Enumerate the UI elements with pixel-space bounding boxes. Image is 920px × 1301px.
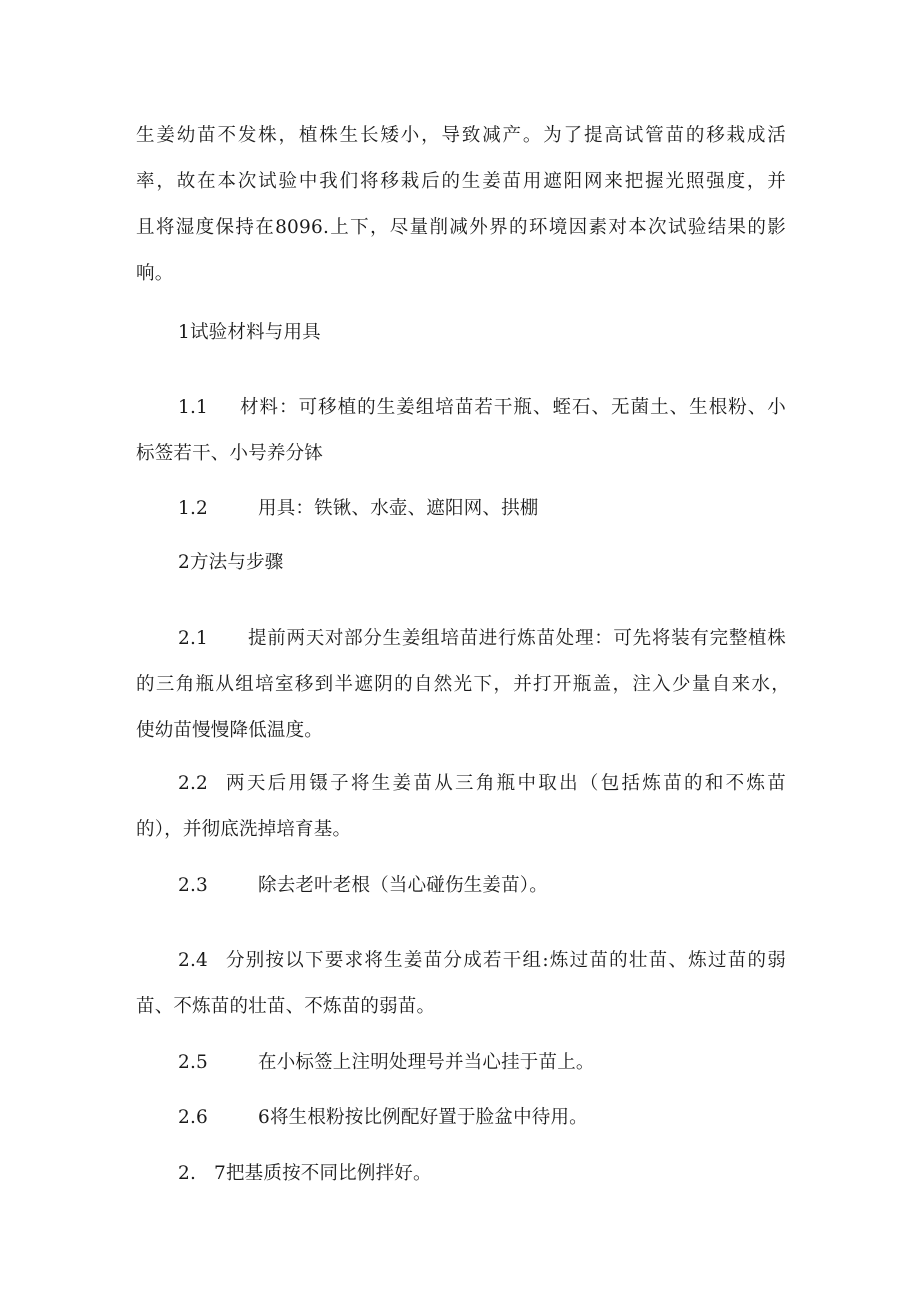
item-2-6-text: 6将生根粉按比例配好置于脸盆中待用。	[258, 1107, 588, 1128]
item-2-3-text: 除去老叶老根（当心碰伤生姜苗）。	[258, 875, 548, 896]
item-2-3-number: 2.3	[178, 875, 209, 896]
intro-line-3: 且将湿度保持在8096.上下，尽量削减外界的环境因素对本次试验结果的影	[136, 217, 786, 238]
item-2-1-line-2: 的三角瓶从组培室移到半遮阴的自然光下，并打开瓶盖，注入少量自来水，	[136, 674, 790, 695]
item-1-1-line-1: 材料：可移植的生姜组培苗若干瓶、蛭石、无菌土、生根粉、小	[240, 397, 786, 418]
item-2-2-number: 2.2	[178, 773, 209, 794]
intro-line-2: 率，故在本次试验中我们将移栽后的生姜苗用遮阳网来把握光照强度，并	[136, 171, 786, 192]
item-1-2-text: 用具：铁锹、水壶、遮阳网、拱棚	[258, 498, 539, 519]
item-2-2-line-2: 的），并彻底洗掉培育基。	[136, 819, 352, 840]
item-2-4-line-1: 分别按以下要求将生姜苗分成若干组:炼过苗的壮苗、炼过苗的弱	[226, 950, 786, 971]
item-2-2-line-1: 两天后用镊子将生姜苗从三角瓶中取出（包括炼苗的和不炼苗	[226, 773, 786, 794]
item-2-6-number: 2.6	[178, 1107, 209, 1128]
intro-line-1: 生姜幼苗不发株，植株生长矮小，导致减产。为了提高试管苗的移栽成活	[136, 125, 786, 146]
item-2-5-text: 在小标签上注明处理号并当心挂于苗上。	[258, 1052, 595, 1073]
intro-line-4: 响。	[136, 263, 174, 284]
item-2-1-line-1: 提前两天对部分生姜组培苗进行炼苗处理：可先将装有完整植株	[248, 628, 786, 649]
item-2-4-line-2: 苗、不炼苗的壮苗、不炼苗的弱苗。	[136, 996, 436, 1017]
item-1-1-line-2: 标签若干、小号养分钵	[136, 443, 324, 464]
item-1-2-number: 1.2	[178, 498, 209, 519]
item-2-5-number: 2.5	[178, 1052, 209, 1073]
item-2-4-number: 2.4	[178, 950, 209, 971]
item-2-7-text: 7把基质按不同比例拌好。	[214, 1163, 432, 1184]
item-2-1-line-3: 使幼苗慢慢降低温度。	[136, 720, 324, 741]
item-1-1-number: 1.1	[178, 397, 209, 418]
section-1-heading: 1试验材料与用具	[178, 322, 321, 343]
section-2-heading: 2方法与步骤	[178, 552, 284, 573]
item-2-1-number: 2.1	[178, 628, 209, 649]
item-2-7-number: 2.	[178, 1163, 197, 1184]
